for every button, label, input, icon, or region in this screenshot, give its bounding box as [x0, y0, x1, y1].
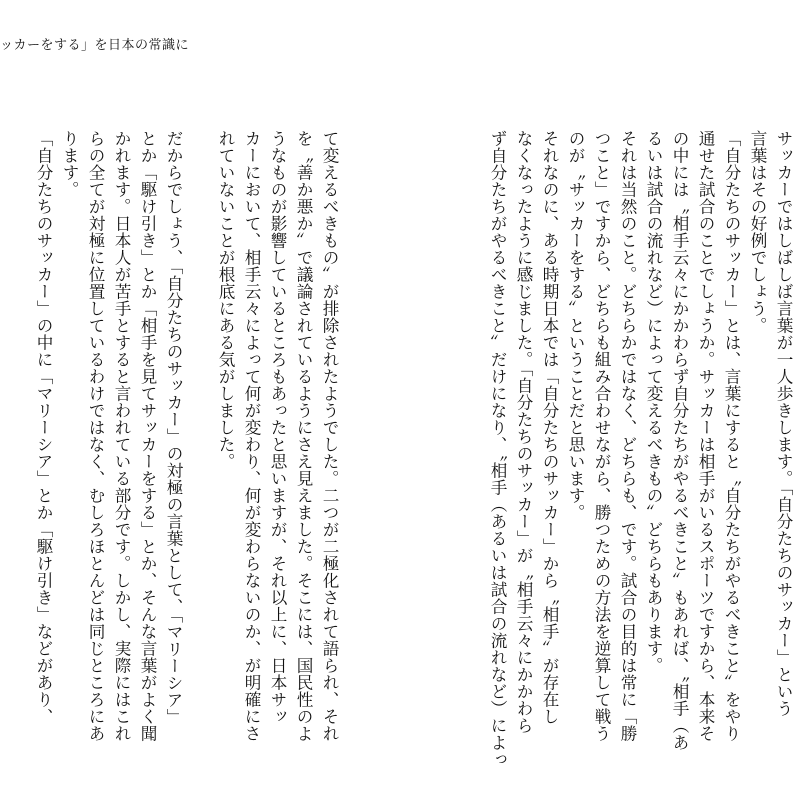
left-page-line-11: ります。	[60, 130, 79, 198]
right-page-line-7: それは当然のこと。どちらかではなく、どちらも、です。試合の目的は常に「勝	[618, 130, 637, 742]
left-page-line-2: を〝善か悪か〟で議論されているようにさえ見えました。そこには、国民性のよ	[294, 130, 313, 742]
right-page-line-5: の中には〝相手云々にかかわらず自分たちがやるべきこと〟もあれば、〝相手（あ	[670, 130, 689, 751]
left-page-line-1: て変えるべきもの〟が排除されたようでした。二つが二極化されて語られ、それ	[320, 130, 339, 742]
left-page-line-4: カーにおいて、相手云々によって何が変わり、何が変わらないのか、が明確にさ	[242, 130, 261, 742]
right-page-line-8: つこと」ですから、どちらも組み合わせながら、勝つための方法を逆算して戦う	[592, 130, 611, 742]
left-page-line-9: かれます。日本人が苦手とすると言われている部分です。しかし、実際にはこれ	[112, 130, 131, 742]
right-page-line-9: のが〝サッカーをする〟ということだと思います。	[566, 130, 585, 521]
right-page-line-11: なくなったように感じました。「自分たちのサッカー」が〝相手云々にかかわら	[514, 130, 533, 734]
left-page-line-8: とか「駆け引き」とか「相手を見てサッカーをする」とか、そんな言葉がよく聞	[138, 130, 157, 742]
right-page-line-6: るいは試合の流れなど）によって変えるべきもの〟どちらもあります。	[644, 130, 663, 674]
right-page-line-4: 通せた試合のことでしょうか。サッカーは相手がいるスポーツですから、本来そ	[696, 130, 715, 742]
right-page-line-2: 言葉はその好例でしょう。	[748, 130, 767, 334]
left-page-line-12: 「自分たちのサッカー」の中に「マリーシア」とか「駆け引き」などがあり、	[34, 130, 53, 725]
right-page-line-1: サッカーではしばしば言葉が一人歩きします。「自分たちのサッカー」という	[774, 130, 793, 717]
right-page-line-12: ず自分たちがやるべきこと〟だけになり、〝相手（あるいは試合の流れなど）によっ	[488, 130, 507, 768]
right-page-line-10: それなのに、ある時期日本では「自分たちのサッカー」から〝相手〟が存在し	[540, 130, 559, 725]
left-page-line-3: うなものが影響しているところもあったと思いますが、それ以上に、日本サッ	[268, 130, 287, 725]
right-page-line-3: 「自分たちのサッカー」とは、言葉にすると〝自分たちがやるべきこと〟をやり	[722, 130, 741, 742]
left-page-line-5: れていないことが根底にある気がしました。	[216, 130, 235, 470]
left-page-line-7: だからでしょう、「自分たちのサッカー」の対極の言葉として、「マリーシア」	[164, 130, 183, 726]
running-header: ッカーをする」を日本の常識に	[0, 38, 190, 53]
left-page-line-10: らの全てが対極に位置しているわけではなく、むしろほとんどは同じところにあ	[86, 130, 105, 742]
